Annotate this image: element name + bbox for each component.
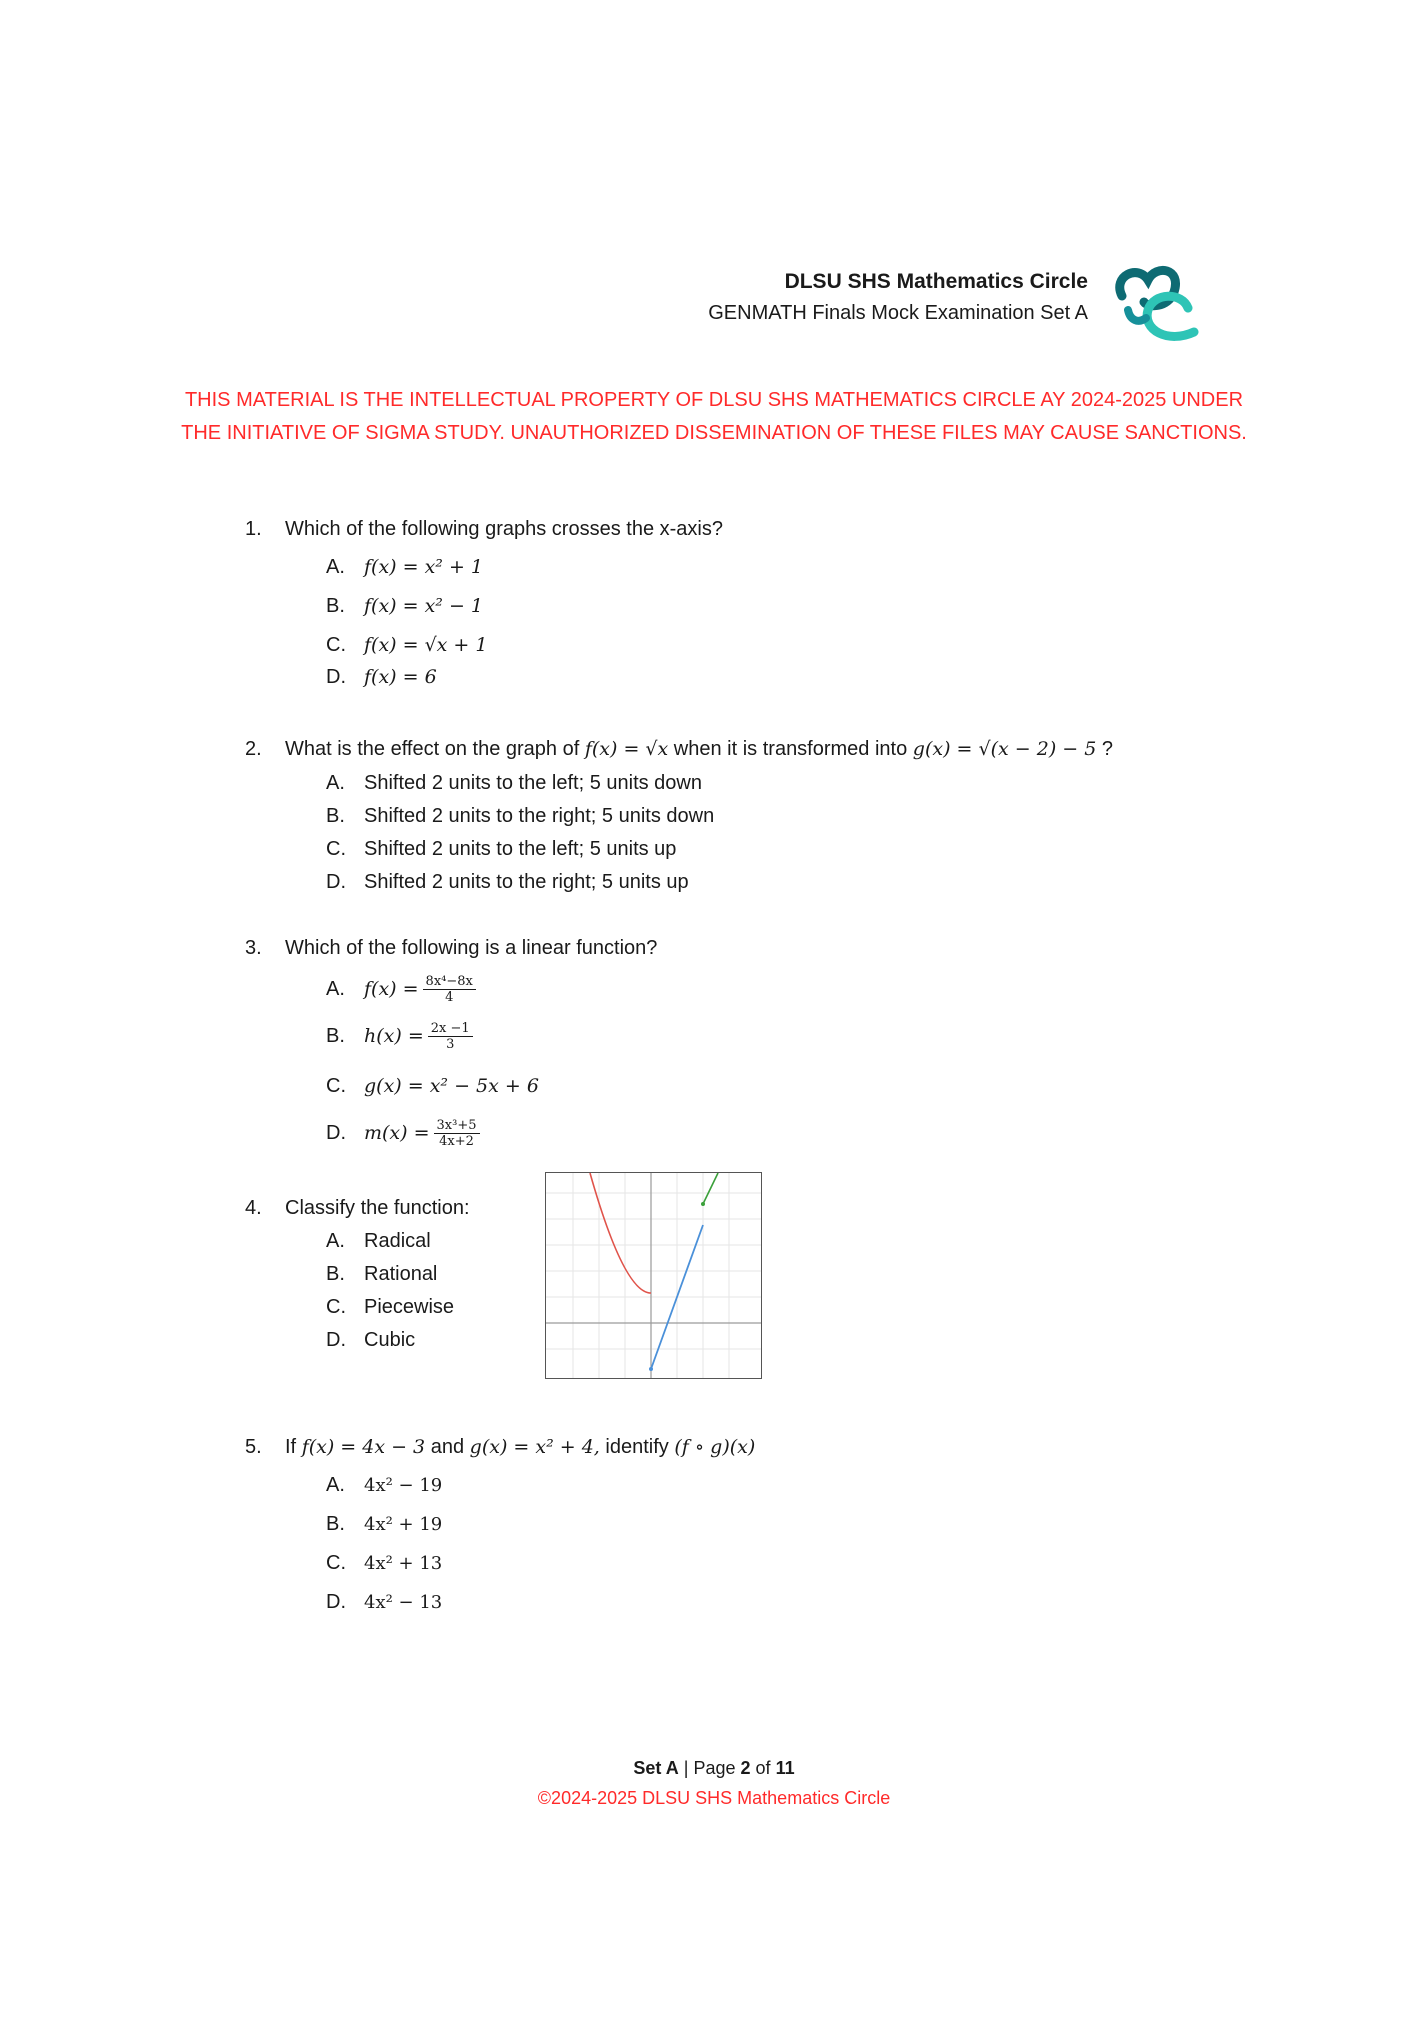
q5-f-expr: f(x) = 4x − 3 <box>301 1436 426 1458</box>
option-expr: g(x) = x² − 5x + 6 <box>364 1075 539 1097</box>
footer-copyright: ©2024-2025 DLSU SHS Mathematics Circle <box>537 1788 891 1808</box>
q5-option-c <box>326 1552 442 1575</box>
option-letter: D. <box>326 1591 346 1613</box>
option-expr: 4x² − 19 <box>364 1475 443 1496</box>
q2-option-a <box>326 772 702 795</box>
q4-option-b <box>326 1263 437 1286</box>
option-letter: D. <box>326 871 346 893</box>
option-text: Shifted 2 units to the right; 5 units up <box>364 871 689 893</box>
question-2-text <box>285 738 1113 761</box>
q5-g-expr: g(x) = x² + 4, <box>469 1436 600 1458</box>
q2-option-c <box>326 838 676 861</box>
option-letter: C. <box>326 1296 346 1318</box>
q5-text-after: identify <box>605 1436 669 1458</box>
question-1-number: 1. <box>245 518 262 540</box>
option-letter: A. <box>326 977 345 1000</box>
fraction-denominator: 4 <box>445 990 454 1005</box>
q2-option-b <box>326 805 714 828</box>
option-letter: C. <box>326 634 346 656</box>
footer-set: Set A <box>633 1758 679 1778</box>
q3-option-b <box>326 1021 473 1052</box>
option-text: Piecewise <box>364 1296 455 1318</box>
question-3-text: Which of the following is a linear function? <box>285 937 658 959</box>
option-letter: A. <box>326 556 345 578</box>
graph-grid <box>546 1173 761 1378</box>
option-letter: D. <box>326 1121 346 1144</box>
q2-text-mid: when it is transformed into <box>673 738 908 760</box>
q5-option-d <box>326 1591 442 1614</box>
piecewise-function-graph <box>545 1172 762 1379</box>
q5-composition-expr: (f ∘ g)(x) <box>674 1436 756 1458</box>
footer-separator: | <box>683 1758 689 1778</box>
option-text: Rational <box>364 1263 438 1285</box>
header-exam-title: GENMATH Finals Mock Examination Set A <box>708 302 1088 324</box>
option-letter: A. <box>326 1230 345 1252</box>
question-3-number: 3. <box>245 937 262 959</box>
fraction-numerator: 3x³+5 <box>434 1118 480 1134</box>
q1-option-d <box>326 666 437 689</box>
option-expr: 4x² − 13 <box>364 1592 443 1613</box>
fraction-numerator: 8x⁴−8x <box>423 974 476 990</box>
q4-option-d <box>326 1329 415 1352</box>
q3-option-c <box>326 1075 539 1098</box>
option-letter: B. <box>326 595 345 617</box>
header-org: DLSU SHS Mathematics Circle <box>784 270 1088 293</box>
option-letter: D. <box>326 666 346 688</box>
q2-text-before: What is the effect on the graph of <box>285 738 580 760</box>
footer-of-word: of <box>755 1758 771 1778</box>
option-text: Shifted 2 units to the left; 5 units up <box>364 838 677 860</box>
option-expr: f(x) = x² − 1 <box>364 595 483 617</box>
option-letter: B. <box>326 1024 345 1047</box>
option-lhs: f(x) = <box>364 977 419 1000</box>
q1-option-b <box>326 595 483 618</box>
option-letter: A. <box>326 772 345 794</box>
question-4-text: Classify the function: <box>285 1197 470 1219</box>
footer-page-total: 11 <box>775 1758 795 1778</box>
q2-g-expr: g(x) = √(x − 2) − 5 <box>912 738 1097 760</box>
q5-option-b <box>326 1513 442 1536</box>
option-expr: f(x) = √x + 1 <box>364 634 488 656</box>
q5-text-mid: and <box>430 1436 465 1458</box>
option-letter: B. <box>326 1263 345 1285</box>
fraction <box>428 1021 473 1052</box>
option-expr: 4x² + 19 <box>364 1514 443 1535</box>
q3-option-a <box>326 974 476 1005</box>
q5-option-a <box>326 1474 442 1497</box>
fraction-numerator: 2x −1 <box>428 1021 473 1037</box>
option-letter: D. <box>326 1329 346 1351</box>
option-expr: f(x) = 6 <box>364 666 437 688</box>
question-2-number: 2. <box>245 738 262 760</box>
option-expr: 4x² + 13 <box>364 1553 443 1574</box>
option-text: Shifted 2 units to the left; 5 units down <box>364 772 702 794</box>
math-circle-logo <box>1108 258 1204 348</box>
q4-option-a <box>326 1230 431 1253</box>
copyright-notice: THIS MATERIAL IS THE INTELLECTUAL PROPERTY OF DLSU SHS MATHEMATICS CIRCLE AY 2024-2025 UNDER THE INITIATIVE OF SIGMA STUDY. UNAUTHORIZED DISSEMINATION OF THESE FILES MAY CAUSE SANCTIONS. <box>181 389 1247 444</box>
q2-text-after: ? <box>1101 738 1114 760</box>
option-text: Cubic <box>364 1329 416 1351</box>
question-5-number: 5. <box>245 1436 262 1458</box>
option-letter: C. <box>326 1075 346 1097</box>
linear-piece-endpoint <box>649 1367 653 1371</box>
option-text: Radical <box>364 1230 431 1252</box>
page-footer <box>0 1758 1428 1779</box>
fraction <box>434 1118 480 1149</box>
q5-text-before: If <box>285 1436 297 1458</box>
option-letter: B. <box>326 805 345 827</box>
option-letter: C. <box>326 1552 346 1574</box>
option-text: Shifted 2 units to the right; 5 units down <box>364 805 715 827</box>
q4-option-c <box>326 1296 454 1319</box>
option-expr: f(x) = x² + 1 <box>364 556 483 578</box>
question-5-text <box>285 1436 755 1459</box>
question-1-text: Which of the following graphs crosses the x-axis? <box>285 518 723 540</box>
fraction-denominator: 4x+2 <box>439 1134 474 1149</box>
option-letter: A. <box>326 1474 345 1496</box>
footer-page-number: 2 <box>740 1758 751 1778</box>
question-4-number: 4. <box>245 1197 262 1219</box>
fraction <box>423 974 476 1005</box>
upper-piece <box>703 1173 718 1204</box>
q2-f-expr: f(x) = √x <box>584 738 669 760</box>
option-letter: B. <box>326 1513 345 1535</box>
footer-page-word: Page <box>693 1758 736 1778</box>
option-lhs: m(x) = <box>364 1121 430 1144</box>
option-lhs: h(x) = <box>364 1024 424 1047</box>
option-letter: C. <box>326 838 346 860</box>
q1-option-c <box>326 634 487 657</box>
fraction-denominator: 3 <box>446 1037 455 1052</box>
q1-option-a <box>326 556 483 579</box>
q3-option-d <box>326 1118 480 1149</box>
upper-piece-endpoint <box>701 1202 705 1206</box>
q2-option-d <box>326 871 689 894</box>
